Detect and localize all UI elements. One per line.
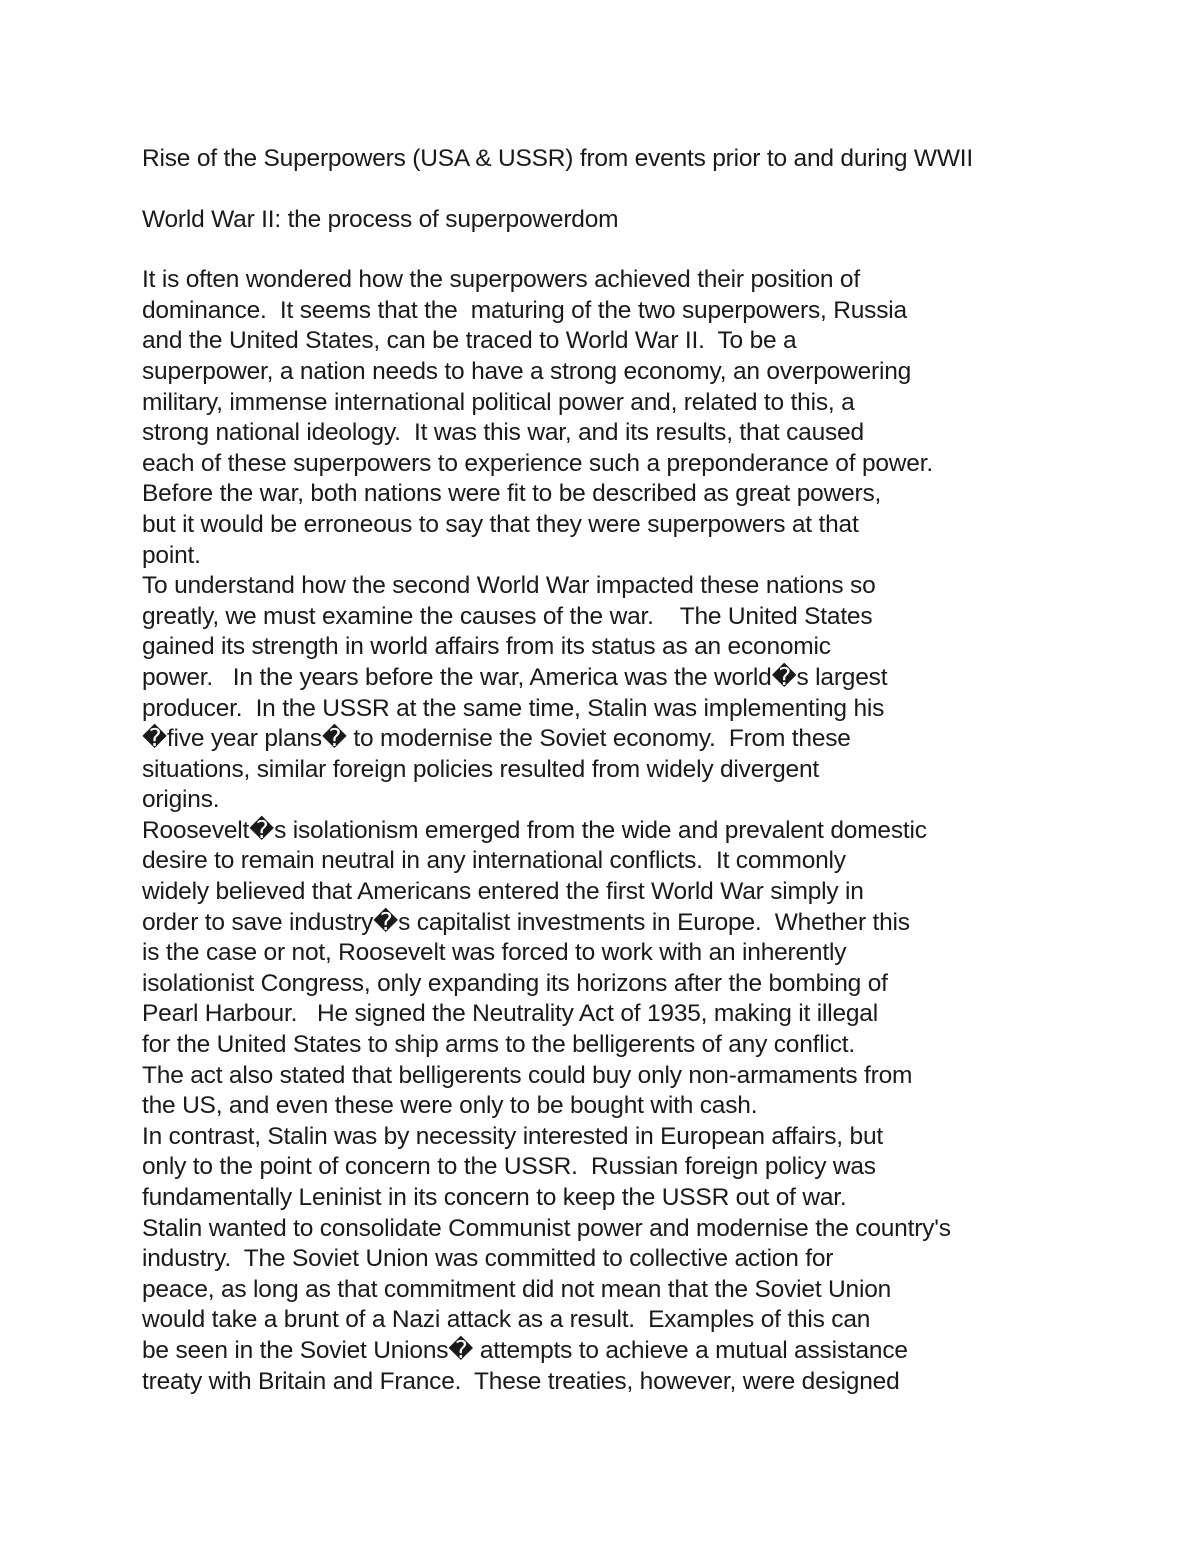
text-line: power. In the years before the war, America was the world�s largest xyxy=(142,663,888,691)
text-line: point. xyxy=(142,541,201,569)
text-line: Pearl Harbour. He signed the Neutrality Act of 1935, making it illegal xyxy=(142,1000,878,1028)
text-line: be seen in the Soviet Unions� attempts to achieve a mutual assistance xyxy=(142,1336,908,1364)
text-line: The act also stated that belligerents could buy only non-armaments from xyxy=(142,1061,913,1089)
text-line: peace, as long as that commitment did not mean that the Soviet Union xyxy=(142,1275,892,1303)
text-line: widely believed that Americans entered the first World War simply in xyxy=(142,878,864,906)
text-line: situations, similar foreign policies resulted from widely divergent xyxy=(142,755,819,783)
text-line: dominance. It seems that the maturing of the two superpowers, Russia xyxy=(142,296,907,324)
text-line: fundamentally Leninist in its concern to keep the USSR out of war. xyxy=(142,1184,847,1211)
text-line: greatly, we must examine the causes of the war. The United States xyxy=(142,602,873,630)
text-line: would take a brunt of a Nazi attack as a result. Examples of this can xyxy=(142,1306,871,1334)
text-line: but it would be erroneous to say that they were superpowers at that xyxy=(142,510,859,538)
text-line: industry. The Soviet Union was committed to collective action for xyxy=(142,1245,834,1273)
text-line: each of these superpowers to experience such a preponderance of power. xyxy=(142,449,933,477)
text-line: desire to remain neutral in any international conflicts. It commonly xyxy=(142,847,846,875)
document-body xyxy=(142,265,1142,1397)
text-line: treaty with Britain and France. These treaties, however, were designed xyxy=(142,1367,900,1395)
text-line: only to the point of concern to the USSR. Russian foreign policy was xyxy=(142,1153,876,1181)
text-line: order to save industry�s capitalist investments in Europe. Whether this xyxy=(142,908,910,936)
text-line: gained its strength in world affairs from its status as an economic xyxy=(142,633,831,661)
text-line: is the case or not, Roosevelt was forced to work with an inherently xyxy=(142,939,847,967)
text-line: strong national ideology. It was this war, and its results, that caused xyxy=(142,419,864,447)
document-title: Rise of the Superpowers (USA & USSR) from events prior to and during WWII xyxy=(142,145,973,172)
text-line: for the United States to ship arms to the belligerents of any conflict. xyxy=(142,1031,856,1059)
text-line: In contrast, Stalin was by necessity interested in European affairs, but xyxy=(142,1122,883,1150)
text-line: It is often wondered how the superpowers achieved their position of xyxy=(142,266,860,294)
document-subtitle: World War II: the process of superpowerdom xyxy=(142,205,619,233)
text-line: superpower, a nation needs to have a strong economy, an overpowering xyxy=(142,357,912,385)
text-line: Roosevelt�s isolationism emerged from the wide and prevalent domestic xyxy=(142,816,927,844)
text-line: Stalin wanted to consolidate Communist power and modernise the country's xyxy=(142,1214,951,1242)
text-line: Before the war, both nations were fit to be described as great powers, xyxy=(142,480,882,508)
text-line: isolationist Congress, only expanding its horizons after the bombing of xyxy=(142,969,888,997)
text-line: and the United States, can be traced to World War II. To be a xyxy=(142,327,797,355)
document-text xyxy=(142,144,1142,1397)
text-line: origins. xyxy=(142,786,220,814)
text-line: �five year plans� to modernise the Soviet economy. From these xyxy=(142,725,851,753)
text-line: producer. In the USSR at the same time, Stalin was implementing his xyxy=(142,694,885,722)
text-line: the US, and even these were only to be bought with cash. xyxy=(142,1092,758,1120)
text-line: To understand how the second World War impacted these nations so xyxy=(142,572,876,600)
text-line: military, immense international political power and, related to this, a xyxy=(142,388,855,416)
